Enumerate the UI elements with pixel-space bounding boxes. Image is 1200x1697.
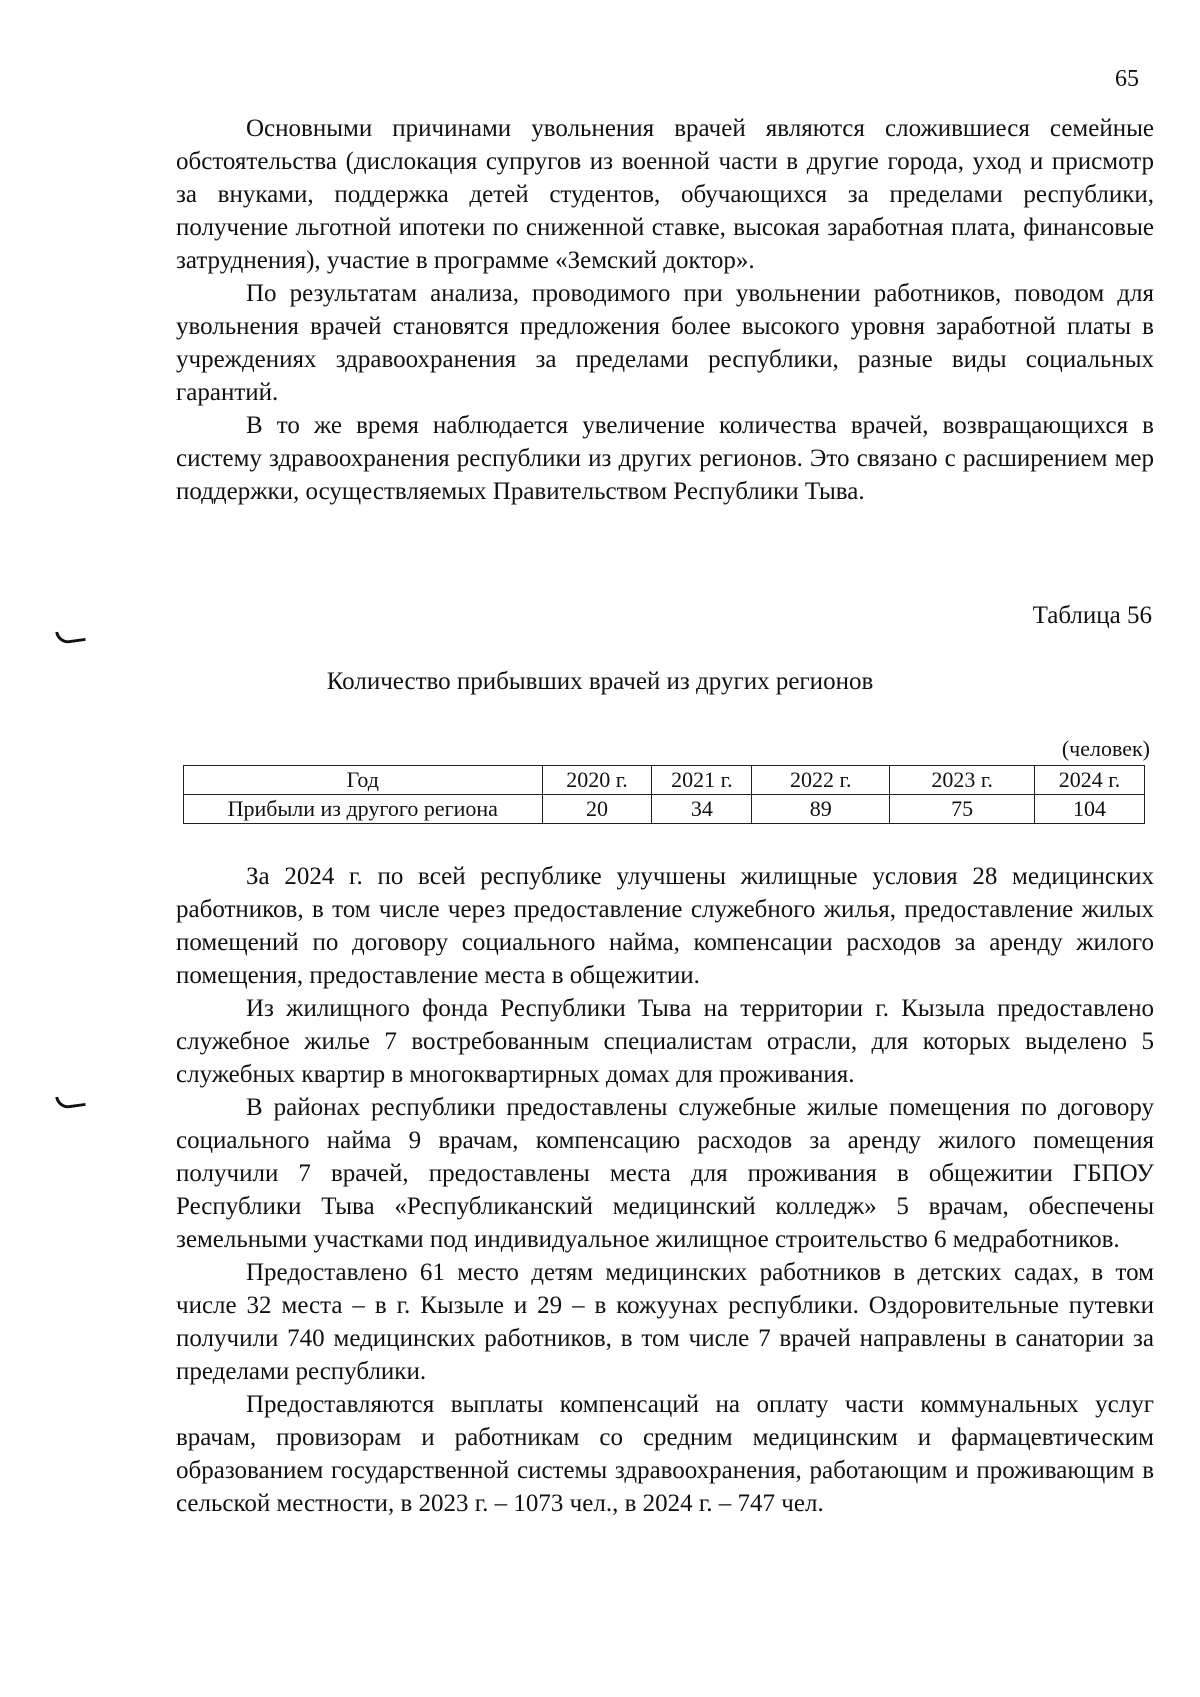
paragraph: Из жилищного фонда Республики Тыва на территории г. Кызыла предоставлено служебное жилье 7 востребованным специалистам отрасли, для которых выделено 5 служебных квартир в многоквартирных домах для проживания. (176, 995, 1154, 1088)
row-label-cell: Прибыли из другого региона (184, 795, 543, 824)
table-row (184, 795, 1145, 824)
top-text-block (176, 112, 1154, 508)
paragraph: За 2024 г. по всей республике улучшены жилищные условия 28 медицинских работников, в том числе через предоставление служебного жилья, предоставление жилых помещений по договору социального найма, компенсации расходов за аренду жилого помещения, предоставление места в общежитии. (176, 863, 1154, 989)
arrivals-table (183, 765, 1145, 824)
header-cell: 2024 г. (1035, 766, 1145, 795)
table-cell: 75 (890, 795, 1035, 824)
page-number: 65 (1115, 66, 1139, 92)
paragraph: Предоставляются выплаты компенсаций на оплату части коммунальных услуг врачам, провизорам и работникам со средним медицинским и фармацевтическим образованием государственной системы здравоохранения, работающим и проживающим в сельской местности, в 2023 г. – 1073 чел., в 2024 г. – 747 чел. (176, 1391, 1154, 1517)
table-cell: 34 (652, 795, 752, 824)
table-cell: 89 (752, 795, 890, 824)
table-title: Количество прибывших врачей из других регионов (326, 668, 874, 695)
table-unit: (человек) (1061, 736, 1150, 761)
paragraph: Предоставлено 61 место детям медицинских работников в детских садах, в том числе 32 места – в г. Кызыле и 29 – в кожуунах республики. Оздоровительные путевки получили 740 медицинских работников, в том числе 7 врачей направлены в санатории за пределами республики. (176, 1259, 1154, 1385)
paragraph: В то же время наблюдается увеличение количества врачей, возвращающихся в систему здравоохранения республики из других регионов. Это связано с расширением мер поддержки, осуществляемых Правительством Республики Тыва. (176, 412, 1154, 505)
header-cell: 2021 г. (652, 766, 752, 795)
paragraph: В районах республики предоставлены служебные жилые помещения по договору социального найма 9 врачам, компенсацию расходов за аренду жилого помещения получили 7 врачей, предоставлены места для проживания в общежитии ГБПОУ Республики Тыва «Республиканский медицинский колледж» 5 врачам, обеспечены земельными участками под индивидуальное жилищное строительство 6 медработников. (176, 1094, 1154, 1253)
paragraph: Основными причинами увольнения врачей являются сложившиеся семейные обстоятельства (дислокация супругов из военной части в другие города, уход и присмотр за внуками, поддержка детей студентов, обучающихся за пределами республики, получение льготной ипотеки по сниженной ставке, высокая заработная плата, финансовые затруднения), участие в программе «Земский доктор». (176, 115, 1154, 274)
header-cell: 2020 г. (542, 766, 652, 795)
bottom-text-block (176, 860, 1154, 1520)
paragraph: По результатам анализа, проводимого при увольнении работников, поводом для увольнения врачей становятся предложения более высокого уровня заработной платы в учреждениях здравоохранения за пределами республики, разные виды социальных гарантий. (176, 280, 1154, 406)
margin-mark (55, 1093, 86, 1110)
header-cell: 2022 г. (752, 766, 890, 795)
table-header-row (184, 766, 1145, 795)
table-label: Таблица 56 (1032, 602, 1152, 629)
table-cell: 20 (542, 795, 652, 824)
header-cell-year: Год (184, 766, 543, 795)
header-cell: 2023 г. (890, 766, 1035, 795)
margin-mark (55, 628, 86, 645)
table-cell: 104 (1035, 795, 1145, 824)
